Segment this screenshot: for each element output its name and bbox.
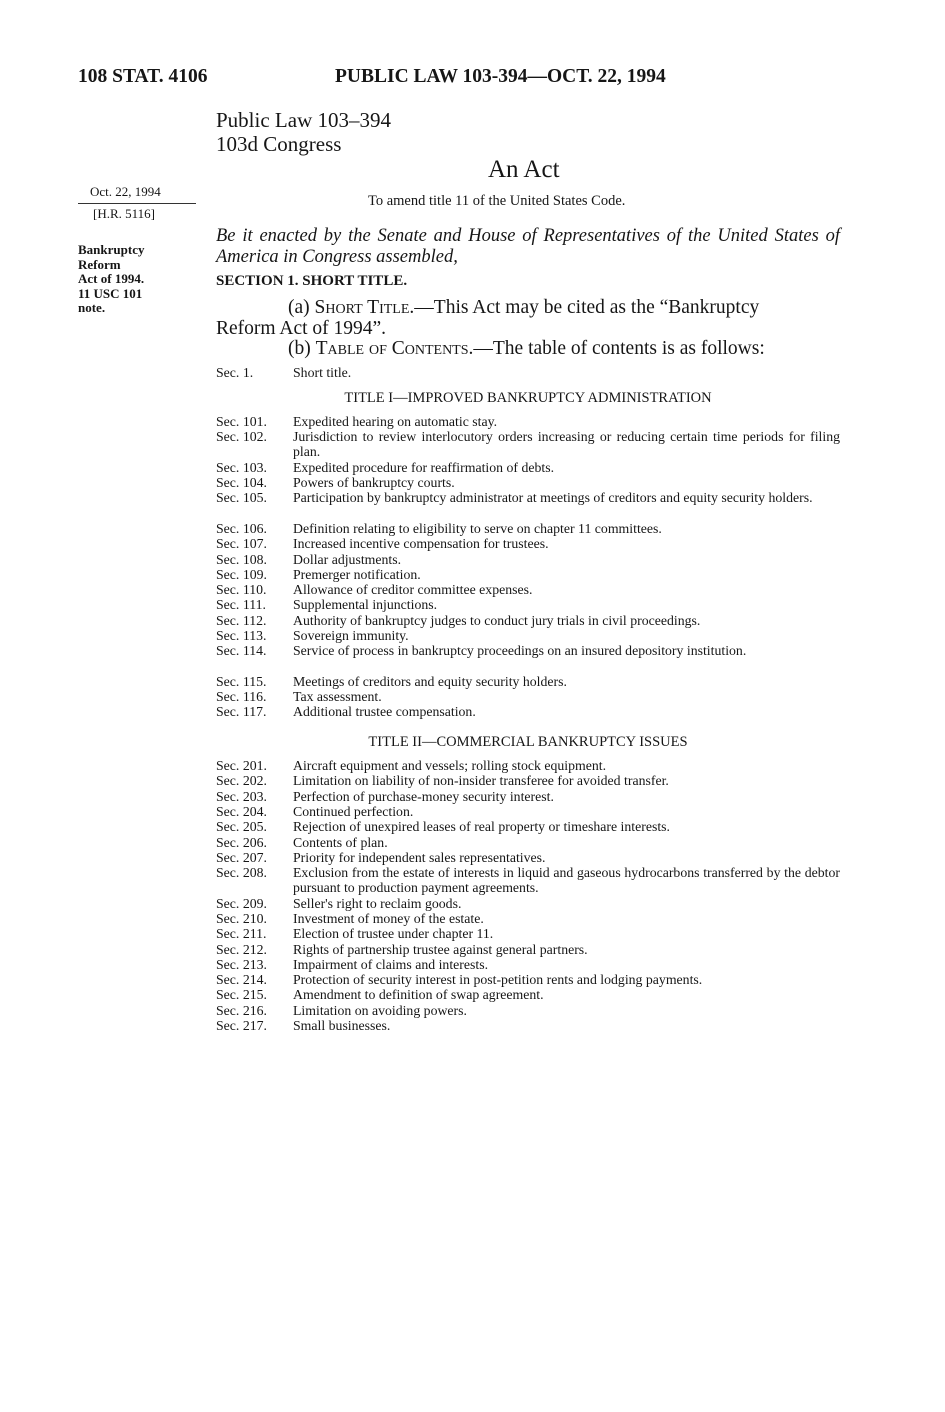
- page-reference: 108 STAT. 4106: [78, 66, 208, 87]
- toc-section-number: Sec. 216.: [216, 1002, 267, 1018]
- toc-section-title: Sovereign immunity.: [293, 628, 409, 643]
- subsection-b-label: (b): [288, 338, 316, 359]
- toc-entry: [216, 490, 840, 505]
- title-heading: TITLE II—COMMERCIAL BANKRUPTCY ISSUES: [368, 734, 688, 750]
- margin-date: Oct. 22, 1994: [90, 184, 161, 199]
- toc-section-number: Sec. 112.: [216, 612, 267, 628]
- subsection-b-line: [216, 338, 840, 359]
- toc-section-title: Exclusion from the estate of interests in liquid and gaseous hydrocarbons transferred by the debtor pursuant to production payment agreements.: [293, 865, 840, 896]
- toc-section-number: Sec. 117.: [216, 704, 267, 720]
- toc-section-title: Service of process in bankruptcy proceedings on an insured depository institution.: [293, 643, 747, 659]
- margin-note: [78, 243, 144, 316]
- toc-entry: [216, 896, 840, 911]
- toc-entry: [216, 613, 840, 628]
- section-heading: SECTION 1. SHORT TITLE.: [216, 273, 408, 289]
- toc-section-number: Sec. 107.: [216, 536, 267, 552]
- toc-entry: [216, 704, 840, 719]
- toc-entry: [216, 567, 840, 582]
- margin-note-line: note.: [78, 300, 106, 315]
- toc-section-title: Tax assessment.: [293, 689, 382, 705]
- toc-section-number: Sec. 101.: [216, 414, 267, 429]
- title-heading: TITLE I—IMPROVED BANKRUPTCY ADMINISTRATION: [344, 390, 712, 406]
- toc-section-title: Limitation on avoiding powers.: [293, 1002, 467, 1018]
- toc-section-title: Election of trustee under chapter 11.: [293, 926, 494, 942]
- toc-section-title: Supplemental injunctions.: [293, 597, 438, 613]
- subsection-a: [216, 297, 840, 339]
- toc-section-number: Sec. 204.: [216, 803, 267, 819]
- toc-section-title: Premerger notification.: [293, 566, 421, 582]
- toc-section-title: Participation by bankruptcy administrator at meetings of creditors and equity security holders.: [293, 490, 813, 506]
- toc-section-number: Sec. 215.: [216, 987, 267, 1003]
- toc-section-number: Sec. 106.: [216, 520, 267, 536]
- toc-entry: [216, 819, 840, 834]
- law-title: Public Law 103–394: [216, 108, 391, 132]
- toc-section-title: Seller's right to reclaim goods.: [293, 895, 462, 911]
- toc-section-title: Definition relating to eligibility to serve on chapter 11 committees.: [293, 520, 662, 536]
- margin-note-line: Act of 1994.: [78, 271, 145, 286]
- toc-entry: [216, 1003, 840, 1018]
- toc-section-number: Sec. 111.: [216, 597, 266, 613]
- toc-section-number: Sec. 108.: [216, 551, 267, 567]
- toc-section-title: Dollar adjustments.: [293, 551, 402, 567]
- margin-note-line: Bankruptcy: [78, 242, 145, 257]
- toc-section-title: Allowance of creditor committee expenses.: [293, 582, 533, 598]
- toc-section-title: Short title.: [293, 365, 352, 380]
- toc-section-number: Sec. 201.: [216, 758, 267, 773]
- toc-section-number: Sec. 210.: [216, 910, 267, 926]
- toc-entry: [216, 926, 840, 941]
- toc-entry: [216, 773, 840, 788]
- toc-entry: [216, 689, 840, 704]
- toc-section-number: Sec. 116.: [216, 689, 267, 705]
- toc-section-title: Authority of bankruptcy judges to conduct jury trials in civil proceedings.: [293, 612, 701, 628]
- toc-entry: [216, 758, 840, 773]
- toc-section-title: Meetings of creditors and equity security holders.: [293, 673, 567, 689]
- act-purpose: To amend title 11 of the United States Code.: [368, 193, 626, 209]
- toc-entry: [216, 804, 840, 819]
- toc-section-title: Rights of partnership trustee against general partners.: [293, 941, 588, 957]
- toc-section-title: Continued perfection.: [293, 803, 414, 819]
- toc-section-number: Sec. 104.: [216, 475, 267, 491]
- margin-note-line: Reform: [78, 256, 121, 272]
- toc-entry: [216, 429, 840, 459]
- toc-section-title: Investment of money of the estate.: [293, 910, 484, 926]
- toc-section-title: Increased incentive compensation for trustees.: [293, 536, 549, 552]
- toc-section-number: Sec. 211.: [216, 926, 267, 942]
- toc-section-title: Additional trustee compensation.: [293, 704, 476, 720]
- toc-section-title: Perfection of purchase-money security interest.: [293, 788, 554, 804]
- toc-entry: [216, 865, 840, 895]
- subsection-a-text: .—This Act may be cited as the “Bankruptcy: [409, 297, 760, 318]
- toc-entry: [216, 789, 840, 804]
- toc-section-number: Sec. 1.: [216, 365, 254, 380]
- toc-section-title: Expedited procedure for reaffirmation of debts.: [293, 459, 555, 475]
- running-title: PUBLIC LAW 103-394—OCT. 22, 1994: [335, 66, 666, 87]
- toc-section-number: Sec. 208.: [216, 865, 267, 881]
- subsection-b: [216, 338, 840, 359]
- toc-entry: [216, 552, 840, 567]
- toc-section-number: Sec. 109.: [216, 566, 267, 582]
- subsection-b-text: .—The table of contents is as follows:: [468, 338, 765, 359]
- toc-entry: [216, 942, 840, 957]
- toc-section-number: Sec. 202.: [216, 773, 267, 789]
- toc-entry: [216, 628, 840, 643]
- toc-section-number: Sec. 102.: [216, 429, 267, 445]
- toc-section-title: Powers of bankruptcy courts.: [293, 475, 455, 491]
- toc-section-title: Small businesses.: [293, 1018, 391, 1033]
- toc-section-title: Limitation on liability of non-insider transferee for avoided transfer.: [293, 773, 669, 789]
- toc-section-number: Sec. 217.: [216, 1018, 267, 1033]
- toc-section-title: Rejection of unexpired leases of real property or timeshare interests.: [293, 819, 670, 835]
- toc-section-title: Expedited hearing on automatic stay.: [293, 414, 498, 429]
- toc-section-number: Sec. 212.: [216, 941, 267, 957]
- toc-entry: [216, 972, 840, 987]
- toc-entry: [216, 957, 840, 972]
- toc-section-number: Sec. 105.: [216, 490, 267, 506]
- toc-entry: [216, 835, 840, 850]
- toc-section-number: Sec. 207.: [216, 849, 267, 865]
- toc-section-number: Sec. 103.: [216, 459, 267, 475]
- toc-entry: [216, 987, 840, 1002]
- toc-entry: [216, 597, 840, 612]
- toc-entry: [216, 460, 840, 475]
- toc-section-title: Impairment of claims and interests.: [293, 956, 489, 972]
- toc-section-title: Amendment to definition of swap agreement.: [293, 987, 544, 1003]
- toc-section-number: Sec. 206.: [216, 834, 267, 850]
- toc-entry: [216, 674, 840, 689]
- toc-entry: [216, 850, 840, 865]
- margin-bill-number: [H.R. 5116]: [93, 206, 155, 221]
- toc-section-number: Sec. 205.: [216, 819, 267, 835]
- toc-section-title: Priority for independent sales representatives.: [293, 849, 546, 865]
- subsection-a-line1: [216, 297, 840, 318]
- toc-entry: [216, 643, 840, 658]
- toc-section-title: Jurisdiction to review interlocutory orders increasing or reducing certain time periods for filing plan.: [293, 429, 840, 460]
- toc-entry: [216, 521, 840, 536]
- toc-section-title: Contents of plan.: [293, 834, 388, 850]
- toc-entry: [216, 475, 840, 490]
- toc-entry: [216, 414, 840, 429]
- toc-section-number: Sec. 114.: [216, 643, 267, 659]
- toc-entry: [216, 536, 840, 551]
- toc-entry: [216, 911, 840, 926]
- toc-section-number: Sec. 203.: [216, 788, 267, 804]
- margin-divider: [78, 203, 196, 204]
- toc-section-number: Sec. 214.: [216, 972, 267, 988]
- toc-section-number: Sec. 209.: [216, 895, 267, 911]
- enacting-clause: Be it enacted by the Senate and House of Representatives of the United States of America in Congress assembled,: [216, 226, 840, 267]
- toc-section-number: Sec. 115.: [216, 673, 267, 689]
- margin-note-line: 11 USC 101: [78, 285, 143, 301]
- subsection-a-caption: Short Title: [314, 297, 410, 318]
- toc-section-number: Sec. 113.: [216, 628, 267, 643]
- toc-section-title: Aircraft equipment and vessels; rolling stock equipment.: [293, 758, 607, 773]
- toc-section-title: Protection of security interest in post-petition rents and lodging payments.: [293, 972, 703, 988]
- toc-section-number: Sec. 213.: [216, 956, 267, 972]
- toc-entry: [216, 1018, 840, 1033]
- toc-entry: [216, 582, 840, 597]
- toc-entry: [216, 365, 840, 380]
- subsection-b-caption: Table of Contents: [315, 338, 469, 359]
- subsection-a-line2: Reform Act of 1994”.: [216, 318, 387, 339]
- act-heading: An Act: [488, 156, 560, 183]
- toc-section-number: Sec. 110.: [216, 582, 267, 598]
- subsection-a-label: (a): [288, 297, 315, 318]
- congress-label: 103d Congress: [216, 132, 342, 156]
